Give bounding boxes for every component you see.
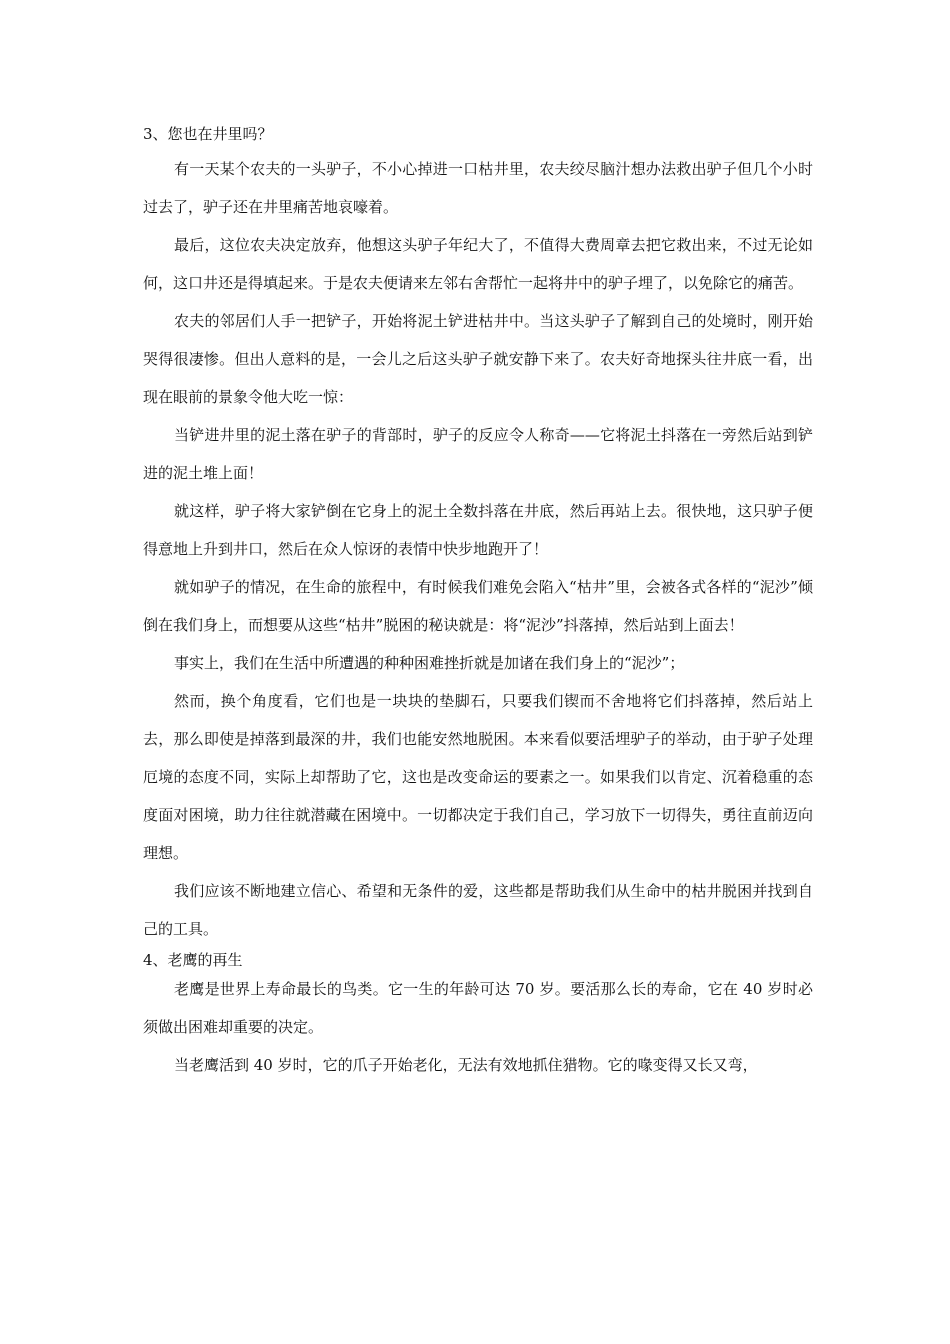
paragraph: 老鹰是世界上寿命最长的鸟类。它一生的年龄可达 70 岁。要活那么长的寿命，它在 40 岁时必须做出困难却重要的决定。: [143, 980, 813, 1036]
paragraph: 农夫的邻居们人手一把铲子，开始将泥土铲进枯井中。当这头驴子了解到自己的处境时，刚开始哭得很凄惨。但出人意料的是，一会儿之后这头驴子就安静下来了。农夫好奇地探头往井底一看，出现在眼前的景象令他大吃一惊：: [143, 312, 813, 406]
paragraph: 当铲进井里的泥土落在驴子的背部时，驴子的反应令人称奇——它将泥土抖落在一旁然后站到铲进的泥土堆上面！: [143, 426, 813, 482]
paragraph: 最后，这位农夫决定放弃，他想这头驴子年纪大了，不值得大费周章去把它救出来，不过无论如何，这口井还是得填起来。于是农夫便请来左邻右舍帮忙一起将井中的驴子埋了，以免除它的痛苦。: [143, 236, 813, 292]
section-title: 4、老鹰的再生: [143, 951, 243, 969]
section-title: 3、您也在井里吗？: [143, 125, 273, 143]
document-body: [143, 122, 813, 1084]
paragraph: 事实上，我们在生活中所遭遇的种种困难挫折就是加诸在我们身上的“泥沙”；: [174, 654, 685, 672]
paragraph: 我们应该不断地建立信心、希望和无条件的爱，这些都是帮助我们从生命中的枯井脱困并找到自己的工具。: [143, 882, 813, 938]
paragraph: 有一天某个农夫的一头驴子，不小心掉进一口枯井里，农夫绞尽脑汁想办法救出驴子但几个小时过去了，驴子还在井里痛苦地哀嚎着。: [143, 160, 813, 216]
paragraph: 然而，换个角度看，它们也是一块块的垫脚石，只要我们锲而不舍地将它们抖落掉，然后站上去，那么即使是掉落到最深的井，我们也能安然地脱困。本来看似要活埋驴子的举动，由于驴子处理厄境的态度不同，实际上却帮助了它，这也是改变命运的要素之一。如果我们以肯定、沉着稳重的态度面对困境，助力往往就潜藏在困境中。一切都决定于我们自己，学习放下一切得失，勇往直前迈向理想。: [143, 692, 813, 862]
paragraph: 当老鹰活到 40 岁时，它的爪子开始老化，无法有效地抓住猎物。它的喙变得又长又弯，: [174, 1056, 758, 1074]
section-eagle: [143, 948, 813, 1084]
section-well: [143, 122, 813, 948]
paragraph: 就如驴子的情况，在生命的旅程中，有时候我们难免会陷入“枯井”里，会被各式各样的“泥沙”倾倒在我们身上，而想要从这些“枯井”脱困的秘诀就是：将“泥沙”抖落掉，然后站到上面去！: [143, 578, 813, 634]
paragraph: 就这样，驴子将大家铲倒在它身上的泥土全数抖落在井底，然后再站上去。很快地，这只驴子便得意地上升到井口，然后在众人惊讶的表情中快步地跑开了！: [143, 502, 813, 558]
